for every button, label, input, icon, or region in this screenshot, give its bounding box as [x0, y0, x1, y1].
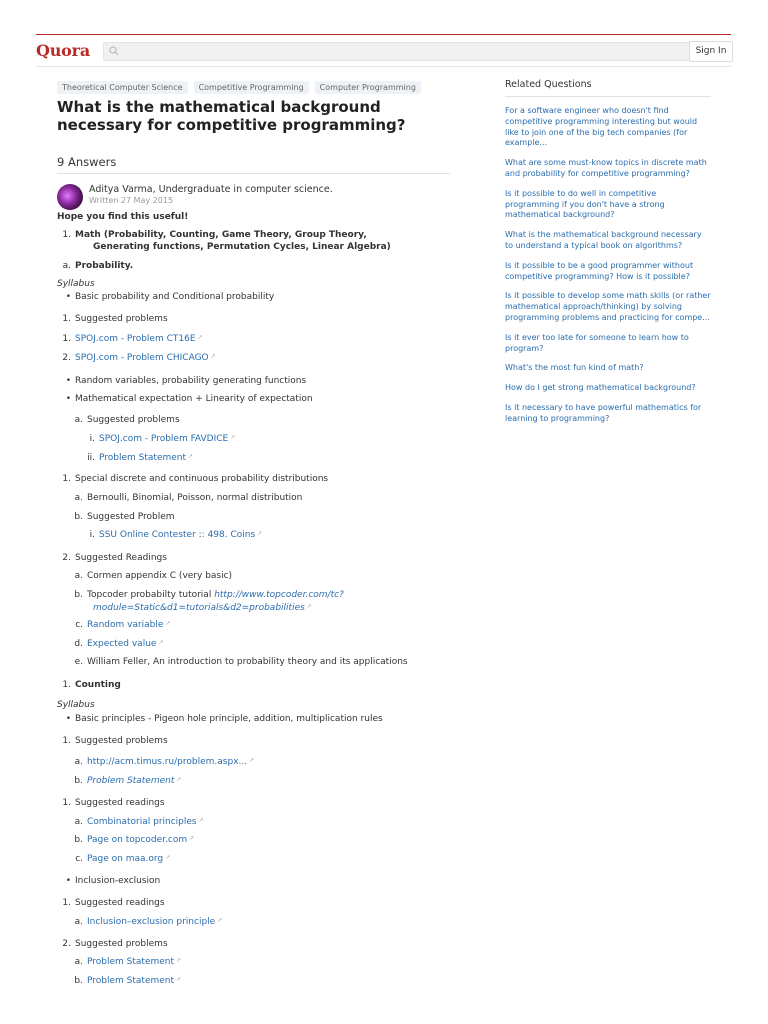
related-question-link[interactable]: What are some must-know topics in discrete math and probability for competitive programming? — [505, 158, 707, 178]
external-link-icon: ↗ — [188, 453, 194, 460]
answer-text: Suggested Problem — [87, 512, 175, 522]
answer-link[interactable]: Page on topcoder.com ↗ — [87, 835, 195, 845]
sign-in-label: Sign In — [695, 46, 727, 56]
answer-text: Topcoder probabilty tutorial http://www.topcoder.com/tc? — [87, 590, 344, 600]
related-question-link[interactable]: For a software engineer who doesn't find competitive programming interesting but would like to join one of the big tech companies (for example... — [505, 106, 698, 148]
list-marker: c. — [75, 620, 83, 630]
list-marker: • — [65, 714, 71, 724]
quora-logo[interactable]: Quora — [36, 41, 91, 60]
answer-text: Suggested Readings — [75, 553, 167, 563]
answer-text: Inclusion-exclusion — [75, 876, 161, 886]
list-marker: c. — [75, 854, 83, 864]
answer-link[interactable]: Problem Statement ↗ — [87, 976, 182, 986]
brand-top-line — [36, 34, 731, 35]
related-question-link[interactable]: What is the mathematical background necessary to understand a typical book on algorithms? — [505, 230, 702, 250]
external-link-icon: ↗ — [176, 957, 182, 964]
external-link-icon: ↗ — [257, 530, 263, 537]
external-link-icon: ↗ — [158, 639, 164, 646]
external-link-icon: ↗ — [189, 835, 195, 842]
related-question-link[interactable]: What's the most fun kind of math? — [505, 363, 644, 373]
answer-text: Suggested readings — [75, 798, 165, 808]
list-marker: a. — [74, 957, 83, 967]
list-marker: 1. — [62, 898, 71, 908]
related-question-link[interactable]: Is it ever too late for someone to learn how to program? — [505, 332, 689, 353]
list-marker: 2. — [62, 939, 71, 949]
list-marker: 1. — [62, 680, 71, 690]
related-title: Related Questions — [505, 79, 711, 97]
answer-link[interactable]: Page on maa.org ↗ — [87, 854, 171, 864]
list-marker: ii. — [87, 453, 95, 463]
list-marker: b. — [74, 835, 83, 845]
list-marker: 1. — [62, 474, 71, 484]
question-title[interactable]: What is the mathematical background necessary for competitive programming? — [57, 98, 406, 134]
answer-link[interactable]: Inclusion–exclusion principle ↗ — [87, 917, 223, 927]
list-marker: a. — [74, 917, 83, 927]
related-question-link[interactable]: Is it necessary to have powerful mathematics for learning to programming? — [505, 402, 702, 423]
author-credential[interactable]: Aditya Varma, Undergraduate in computer science. — [89, 184, 333, 195]
list-marker: 2. — [62, 553, 71, 563]
search-icon — [109, 46, 119, 56]
list-marker: b. — [74, 776, 83, 786]
answer-link[interactable]: SPOJ.com - Problem CT16E ↗ — [75, 334, 203, 344]
topic-list — [57, 81, 421, 94]
answer-text: Syllabus — [57, 700, 95, 710]
written-date[interactable]: Written 27 May 2015 — [89, 196, 174, 205]
answer-count: 9 Answers — [57, 155, 117, 169]
external-link-icon: ↗ — [165, 620, 171, 627]
list-marker: 1. — [62, 798, 71, 808]
answer-text: Syllabus — [57, 279, 95, 289]
list-marker: 1. — [62, 334, 71, 344]
answer-text: Suggested problems — [87, 415, 180, 425]
list-marker: 2. — [62, 353, 71, 363]
external-link-icon: ↗ — [217, 917, 223, 924]
answer-link[interactable]: Combinatorial principles ↗ — [87, 817, 204, 827]
answer-text: Bernoulli, Binomial, Poisson, normal distribution — [87, 493, 303, 503]
related-question-link[interactable]: Is it possible to do well in competitive programming if you don't have a strong mathematical background? — [505, 188, 665, 220]
list-marker: d. — [74, 639, 83, 649]
answer-text: Math (Probability, Counting, Game Theory, Group Theory, — [75, 230, 367, 240]
answer-text: Mathematical expectation + Linearity of expectation — [75, 394, 313, 404]
related-question-link[interactable]: Is it possible to be a good programmer without competitive programming? How is it possible? — [505, 260, 694, 281]
list-marker: a. — [74, 415, 83, 425]
sign-in-button[interactable] — [689, 41, 733, 62]
list-marker: a. — [74, 493, 83, 503]
divider — [57, 173, 450, 174]
related-question-link[interactable]: Is it possible to develop some math skills (or rather mathematical approach/thinking) by solving programming problems and practicing for compe... — [505, 291, 711, 322]
external-link-icon: ↗ — [176, 976, 182, 983]
list-marker: 1. — [62, 736, 71, 746]
list-marker: • — [65, 292, 71, 302]
list-marker: i. — [89, 530, 95, 540]
external-link-icon: ↗ — [198, 817, 204, 824]
list-marker: • — [65, 394, 71, 404]
list-marker: e. — [74, 657, 83, 667]
answer-text: Basic probability and Conditional probability — [75, 292, 275, 302]
answer-text: William Feller, An introduction to probability theory and its applications — [87, 657, 408, 667]
external-link-icon: ↗ — [176, 776, 182, 783]
answer-link[interactable]: Problem Statement ↗ — [87, 957, 182, 967]
list-marker: • — [65, 376, 71, 386]
external-link-icon: ↗ — [306, 603, 312, 610]
answer-text: Special discrete and continuous probability distributions — [75, 474, 329, 484]
list-marker: • — [65, 876, 71, 886]
answer-text: Suggested problems — [75, 736, 168, 746]
answer-link[interactable]: SPOJ.com - Problem CHICAGO ↗ — [75, 353, 216, 363]
answer-text: Basic principles - Pigeon hole principle, addition, multiplication rules — [75, 714, 383, 724]
list-marker: a. — [62, 261, 71, 271]
answer-intro: Hope you find this useful! — [57, 212, 189, 222]
external-link-icon: ↗ — [210, 353, 216, 360]
answer-text: Random variables, probability generating functions — [75, 376, 307, 386]
list-marker: 1. — [62, 230, 71, 240]
answer-link[interactable]: Expected value ↗ — [87, 639, 164, 649]
external-link-icon: ↗ — [165, 854, 171, 861]
answer-text: Probability. — [75, 261, 134, 271]
list-marker: b. — [74, 512, 83, 522]
answer-text: Counting — [75, 680, 121, 690]
author-avatar[interactable] — [57, 184, 83, 210]
related-questions — [505, 79, 711, 425]
answer-link[interactable]: Problem Statement ↗ — [99, 453, 194, 463]
answer-link[interactable]: Random variable ↗ — [87, 620, 171, 630]
list-marker: 1. — [62, 314, 71, 324]
answer-link[interactable]: http://acm.timus.ru/problem.aspx... ↗ — [87, 757, 255, 767]
list-marker: b. — [74, 590, 83, 600]
header — [36, 36, 731, 67]
list-marker: i. — [89, 434, 95, 444]
answer-link[interactable]: http://www.topcoder.com/tc? — [214, 590, 344, 600]
answer-link[interactable]: module=Static&d1=tutorials&d2=probabilities ↗ — [93, 603, 312, 613]
topic-tag[interactable]: Competitive Programming — [194, 81, 309, 94]
external-link-icon: ↗ — [230, 434, 236, 441]
answer-text: Suggested problems — [75, 314, 168, 324]
search-input[interactable] — [103, 42, 721, 61]
answer-text: Suggested problems — [75, 939, 168, 949]
list-marker: a. — [74, 757, 83, 767]
answer-text: Suggested readings — [75, 898, 165, 908]
answer-text: Cormen appendix C (very basic) — [87, 571, 233, 581]
list-marker: b. — [74, 976, 83, 986]
answer-text: Generating functions, Permutation Cycles, Linear Algebra) — [93, 242, 391, 252]
external-link-icon: ↗ — [197, 334, 203, 341]
answer-link[interactable]: Problem Statement ↗ — [87, 776, 182, 786]
topic-tag[interactable]: Theoretical Computer Science — [57, 81, 188, 94]
external-link-icon: ↗ — [249, 757, 255, 764]
list-marker: a. — [74, 817, 83, 827]
topic-tag[interactable]: Computer Programming — [315, 81, 421, 94]
list-marker: a. — [74, 571, 83, 581]
related-question-link[interactable]: How do I get strong mathematical background? — [505, 383, 696, 393]
answer-link[interactable]: SSU Online Contester :: 498. Coins ↗ — [99, 530, 263, 540]
answer-link[interactable]: SPOJ.com - Problem FAVDICE ↗ — [99, 434, 236, 444]
